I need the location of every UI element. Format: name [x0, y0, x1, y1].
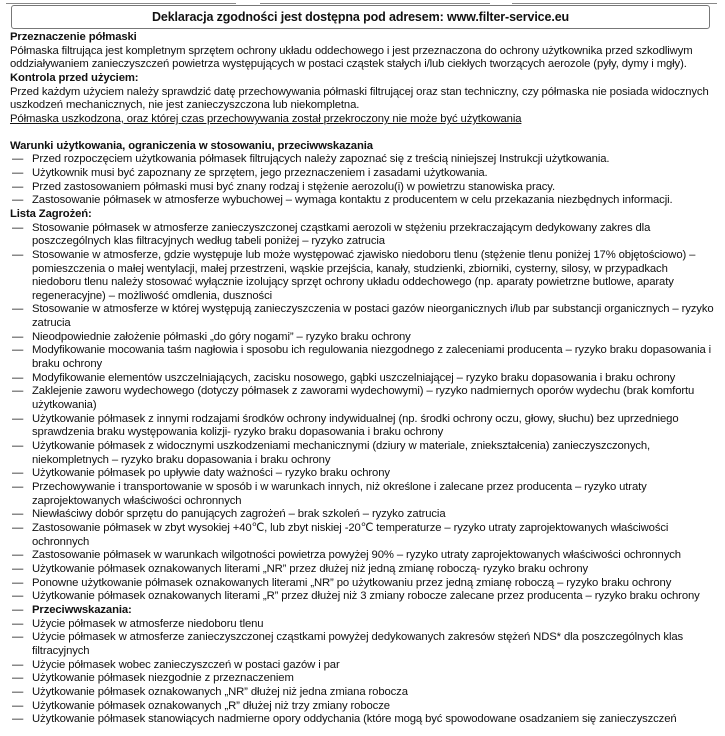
- list-item-text: Użytkowanie półmasek oznakowanych literami „R” przez dłużej niż 3 zmiany robocze zalecane przez producenta – ryzyko braku ochrony: [32, 590, 700, 603]
- list-item-text: Zastosowanie półmasek w warunkach wilgotności powietrza powyżej 90% – ryzyko utraty zaprojektowanych właściwości ochronnych: [32, 549, 681, 562]
- dash-icon: —: [12, 194, 24, 207]
- list-item: [10, 631, 718, 658]
- check-heading: Kontrola przed użyciem:: [10, 71, 139, 84]
- list-item: [10, 181, 718, 195]
- purpose-text: Półmaska filtrująca jest kompletnym sprzętem ochrony układu oddechowego i jest przeznaczona do ochrony użytkownika przed szkodliwym oddziaływaniem zanieczyszczeń powietrza występujących w postaci cząstek stałych i/lub ciekłych tworzących aerozole (pyły, dymy i mgły).: [10, 44, 693, 71]
- dash-icon: —: [12, 603, 24, 616]
- dash-icon: —: [12, 631, 24, 644]
- list-item: [10, 385, 718, 412]
- dash-icon: —: [12, 549, 24, 562]
- list-item: [10, 659, 718, 673]
- list-item: [10, 577, 718, 591]
- dash-icon: —: [12, 221, 24, 234]
- list-item-text: Zastosowanie półmasek w zbyt wysokiej +40℃, lub zbyt niskiej -20℃ temperaturze – ryzyko utraty zaprojektowanych właściwości ochronnych: [32, 521, 669, 548]
- list-item: [10, 467, 718, 481]
- list-item: [10, 440, 718, 467]
- contraindications-heading: Przeciwwskazania:: [32, 603, 132, 616]
- list-item: [10, 686, 718, 700]
- list-item-text: Użycie półmasek w atmosferze niedoboru tlenu: [32, 617, 264, 630]
- dash-icon: —: [12, 658, 24, 671]
- list-item-text: Użytkownik musi być zapoznany ze sprzętem, jego przeznaczeniem i zasadami użytkowania.: [32, 166, 488, 179]
- conditions-list: [10, 153, 718, 208]
- dash-icon: —: [12, 699, 24, 712]
- hazards-heading: Lista Zagrożeń:: [10, 207, 92, 220]
- hazards-list: [10, 222, 718, 604]
- dash-icon: —: [12, 672, 24, 685]
- list-item-text: Ponowne użytkowanie półmasek oznakowanych literami „NR” po użytkowaniu przez jedną zmianę roboczą – ryzyko braku ochrony: [32, 576, 672, 589]
- list-item-text: Użytkowanie półmasek niezgodnie z przeznaczeniem: [32, 672, 294, 685]
- list-item: [10, 508, 718, 522]
- contraindications-list: [10, 604, 718, 618]
- dash-icon: —: [12, 508, 24, 521]
- list-item-text: Stosowanie w atmosferze, gdzie występuje lub może występować zjawisko niedoboru tlenu (stężenie tlenu poniżej 17% objętościowo) – pomieszczenia o małej wentylacji, małej przestrzeni, wąskie przejścia, kanały, studzienki, zbiorniki, cysterny, silosy, w przypadkach niedoboru tlenu należy stosować wyłącznie izolujący sprzęt ochrony układu oddechowego (np. aparaty powietrzne butlowe, aparaty regeneracyjne) – możliwość omdlenia, duszności: [32, 248, 696, 302]
- check-text: Przed każdym użyciem należy sprawdzić datę przechowywania półmaski filtrującej oraz stan techniczny, czy półmaska nie posiada widocznych uszkodzeń mechanicznych, nie jest zanieczyszczona lub niekompletna.: [10, 85, 709, 112]
- dash-icon: —: [12, 617, 24, 630]
- contraindications-items: [10, 618, 718, 727]
- list-item-text: Użytkowanie półmasek oznakowanych literami „NR” przez dłużej niż jedną zmianę roboczą- ryzyko braku ochrony: [32, 562, 589, 575]
- list-item-text: Nieodpowiednie założenie półmaski „do góry nogami” – ryzyko braku ochrony: [32, 330, 411, 343]
- dash-icon: —: [12, 562, 24, 575]
- list-item-text: Użytkowanie półmasek oznakowanych „R” dłużej niż trzy zmiany robocze: [32, 699, 390, 712]
- list-item-text: Stosowanie półmasek w atmosferze zanieczyszczonej cząstkami aerozoli w stężeniu przekraczającym dedykowany zakres dla poszczególnych klas filtracyjnych według tabeli poniżej – ryzyko zatrucia: [32, 221, 651, 248]
- list-item-text: Zastosowanie półmasek w atmosferze wybuchowej – wymaga kontaktu z producentem w celu przekazania niezbędnych informacji.: [32, 194, 673, 207]
- check-warning: Półmaska uszkodzona, oraz której czas przechowywania został przekroczony nie może być użytkowania: [10, 112, 522, 125]
- list-item-text: Użytkowanie półmasek z widocznymi uszkodzeniami mechanicznymi (dziury w materiale, zniekształcenia) zanieczyszczonych, niekompletnych – ryzyko braku dopasowania i braku ochrony: [32, 440, 651, 466]
- dash-icon: —: [12, 685, 24, 698]
- list-item: [10, 153, 718, 167]
- dash-icon: —: [12, 153, 24, 166]
- list-item: [10, 713, 718, 727]
- conditions-heading: Warunki użytkowania, ograniczenia w stosowaniu, przeciwwskazania: [10, 139, 373, 152]
- list-item: [10, 672, 718, 686]
- list-item: [10, 372, 718, 386]
- dash-icon: —: [12, 371, 24, 384]
- list-item-text: Stosowanie w atmosferze w której występują zanieczyszczenia w postaci gazów nieorganicznych i/lub par substancji organicznych – ryzyko zatrucia: [32, 303, 714, 330]
- dash-icon: —: [12, 330, 24, 343]
- list-item-text: Użytkowanie półmasek po upływie daty ważności – ryzyko braku ochrony: [32, 467, 390, 480]
- list-item: [10, 563, 718, 577]
- list-item: [10, 344, 718, 371]
- list-item: [10, 549, 718, 563]
- dash-icon: —: [12, 166, 24, 179]
- dash-icon: —: [12, 481, 24, 493]
- list-item-text: Zaklejenie zaworu wydechowego (dotyczy półmasek z zaworami wydechowymi) – ryzyko nadmiernych oporów wydechu (brak komfortu użytkowania): [32, 385, 695, 412]
- purpose-heading: Przeznaczenie półmaski: [10, 31, 137, 43]
- declaration-box: Deklaracja zgodności jest dostępna pod adresem: www.filter-service.eu: [11, 5, 710, 29]
- list-item: [10, 249, 718, 304]
- dash-icon: —: [12, 248, 24, 261]
- list-item-text: Przed zastosowaniem półmaski musi być znany rodzaj i stężenie aerozolu(i) w powietrzu stanowiska pracy.: [32, 180, 556, 193]
- dash-icon: —: [12, 385, 24, 398]
- list-item-text: Modyfikowanie mocowania taśm nagłowia i sposobu ich regulowania niezgodnego z zaleceniami producenta – ryzyko braku dopasowania i braku ochrony: [32, 344, 712, 371]
- list-item-text: Modyfikowanie elementów uszczelniających, zacisku nosowego, gąbki uszczelniającej – ryzyko braku dopasowania i braku ochrony: [32, 371, 676, 384]
- dash-icon: —: [12, 180, 24, 193]
- list-item-text: Przechowywanie i transportowanie w sposób i w warunkach innych, niż określone i zalecane przez producenta – ryzyko utraty zaprojektowanych właściwości ochronnych: [32, 481, 647, 507]
- list-item: [10, 700, 718, 714]
- top-table-edge: [0, 0, 725, 3]
- document-body: [10, 31, 718, 727]
- list-item: [10, 194, 718, 208]
- list-item: [10, 590, 718, 604]
- list-item: [10, 331, 718, 345]
- list-item: [10, 481, 718, 508]
- list-item: [10, 413, 718, 440]
- dash-icon: —: [12, 576, 24, 589]
- list-item-text: Użycie półmasek w atmosferze zanieczyszczonej cząstkami powyżej dedykowanych zakresów stężeń NDS* dla poszczególnych klas filtracyjnych: [32, 631, 684, 657]
- dash-icon: —: [12, 467, 24, 480]
- list-item-text: Niewłaściwy dobór sprzętu do panujących zagrożeń – brak szkoleń – ryzyko zatrucia: [32, 508, 446, 521]
- dash-icon: —: [12, 303, 24, 316]
- list-item: [10, 618, 718, 632]
- dash-icon: —: [12, 521, 24, 534]
- dash-icon: —: [12, 440, 24, 453]
- dash-icon: —: [12, 713, 24, 726]
- list-item: [10, 604, 718, 618]
- list-item-text: Użytkowanie półmasek z innymi rodzajami środków ochrony indywidualnej (np. środki ochrony oczu, głowy, słuchu) bez uprzedniego sprawdzenia braku występowania kolizji- ryzyko braku dopasowania i braku ochrony: [32, 412, 679, 439]
- list-item-text: Użytkowanie półmasek oznakowanych „NR” dłużej niż jedna zmiana robocza: [32, 685, 408, 698]
- list-item: [10, 303, 718, 330]
- list-item: [10, 222, 718, 249]
- dash-icon: —: [12, 344, 24, 357]
- list-item-text: Użycie półmasek wobec zanieczyszczeń w postaci gazów i par: [32, 658, 340, 671]
- list-item: [10, 167, 718, 181]
- dash-icon: —: [12, 412, 24, 425]
- list-item-text: Przed rozpoczęciem użytkowania półmasek filtrujących należy zapoznać się z treścią niniejszej Instrukcji użytkowania.: [32, 153, 610, 166]
- list-item: [10, 522, 718, 549]
- dash-icon: —: [12, 590, 24, 603]
- list-item-text: Użytkowanie półmasek stanowiących nadmierne opory oddychania (które mogą być spowodowane osadzaniem się zanieczyszczeń: [32, 713, 677, 726]
